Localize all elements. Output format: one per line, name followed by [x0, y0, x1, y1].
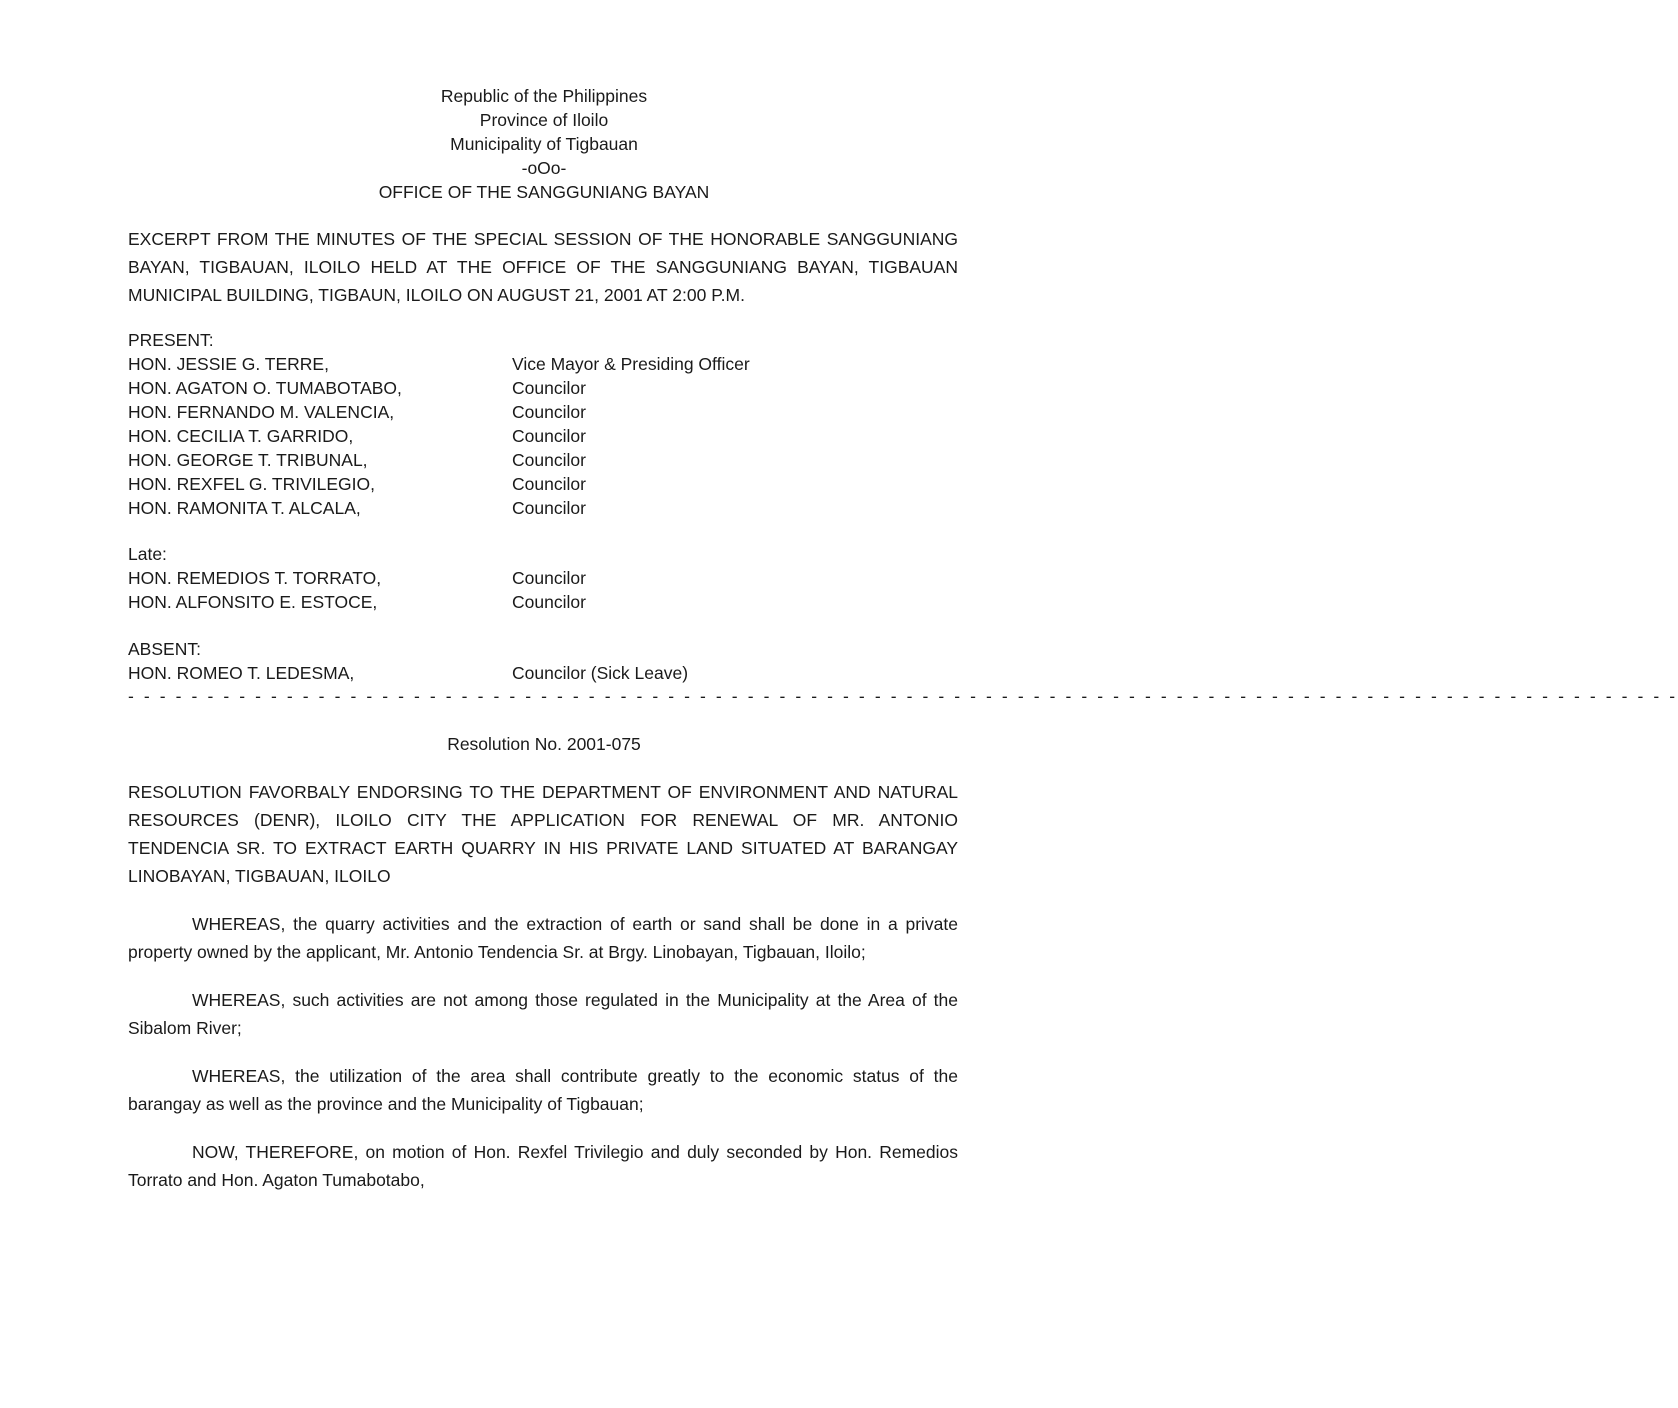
attendee-name: HON. REMEDIOS T. TORRATO,: [128, 568, 382, 588]
document-header: [0, 84, 1088, 204]
attendee-role: Councilor: [512, 592, 586, 612]
attendee-role: Councilor: [512, 378, 586, 398]
attendee-role: Councilor: [512, 402, 586, 422]
attendee-role: Councilor: [512, 426, 586, 446]
attendee-role: Councilor: [512, 474, 586, 494]
header-ornament: -oOo-: [521, 158, 567, 178]
present-label: PRESENT:: [128, 330, 214, 350]
attendee-row: [128, 448, 958, 472]
attendee-row: [128, 496, 958, 520]
attendee-name: HON. FERNANDO M. VALENCIA,: [128, 402, 395, 422]
attendee-row: [128, 472, 958, 496]
attendee-row: [128, 661, 958, 685]
attendee-role: Councilor: [512, 450, 586, 470]
header-office: OFFICE OF THE SANGGUNIANG BAYAN: [378, 182, 710, 202]
attendee-name: HON. ALFONSITO E. ESTOCE,: [128, 592, 378, 612]
section-divider: - - - - - - - - - - - - - - - - - - - - - - - - - - - - - - - - - - - - - - - - - - - - - - - - - - - - - - - - - - - - - - - - - - - - - - - - - - - - - - - - - - - - - - - - - - - - - - - - - -: [128, 686, 1678, 706]
attendance-present: [128, 328, 958, 520]
attendee-name: HON. AGATON O. TUMABOTABO,: [128, 378, 402, 398]
resolution-number: Resolution No. 2001-075: [447, 734, 641, 754]
attendee-row: [128, 566, 958, 590]
attendee-row: [128, 376, 958, 400]
attendee-row: [128, 590, 958, 614]
late-label: Late:: [128, 544, 167, 564]
attendee-role: Vice Mayor & Presiding Officer: [512, 354, 750, 374]
whereas-paragraph: WHEREAS, such activities are not among those regulated in the Municipality at the Area of the Sibalom River;: [128, 990, 958, 1038]
attendee-role: Councilor: [512, 568, 586, 588]
whereas-paragraph: WHEREAS, the quarry activities and the extraction of earth or sand shall be done in a private property owned by the applicant, Mr. Antonio Tendencia Sr. at Brgy. Linobayan, Tigbauan, Iloilo;: [128, 914, 958, 962]
attendee-name: HON. GEORGE T. TRIBUNAL,: [128, 450, 368, 470]
header-province: Province of Iloilo: [479, 110, 609, 130]
attendee-name: HON. JESSIE G. TERRE,: [128, 354, 329, 374]
attendee-row: [128, 352, 958, 376]
attendee-role: Councilor: [512, 498, 586, 518]
header-municipality: Municipality of Tigbauan: [450, 134, 638, 154]
header-republic: Republic of the Philippines: [440, 86, 648, 106]
attendance-absent: [128, 637, 958, 685]
attendee-name: HON. RAMONITA T. ALCALA,: [128, 498, 361, 518]
attendee-name: HON. ROMEO T. LEDESMA,: [128, 663, 355, 683]
attendee-role: Councilor (Sick Leave): [512, 663, 689, 683]
attendance-late: [128, 542, 958, 614]
resolved-paragraph: NOW, THEREFORE, on motion of Hon. Rexfel Trivilegio and duly seconded by Hon. Remedios Torrato and Hon. Agaton Tumabotabo,: [128, 1142, 958, 1190]
attendee-row: [128, 400, 958, 424]
attendee-name: HON. REXFEL G. TRIVILEGIO,: [128, 474, 375, 494]
whereas-paragraph: WHEREAS, the utilization of the area shall contribute greatly to the economic status of the barangay as well as the province and the Municipality of Tigbauan;: [128, 1066, 958, 1114]
attendee-row: [128, 424, 958, 448]
absent-label: ABSENT:: [128, 639, 201, 659]
minutes-excerpt: EXCERPT FROM THE MINUTES OF THE SPECIAL SESSION OF THE HONORABLE SANGGUNIANG BAYAN, TIGBAUAN, ILOILO HELD AT THE OFFICE OF THE SANGGUNIANG BAYAN, TIGBAUAN MUNICIPAL BUILDING, TIGBAUN, ILOILO ON AUGUST 21, 2001 AT 2:00 P.M.: [128, 229, 958, 305]
attendee-name: HON. CECILIA T. GARRIDO,: [128, 426, 354, 446]
resolution-title: RESOLUTION FAVORBALY ENDORSING TO THE DEPARTMENT OF ENVIRONMENT AND NATURAL RESOURCES (DENR), ILOILO CITY THE APPLICATION FOR RENEWAL OF MR. ANTONIO TENDENCIA SR. TO EXTRACT EARTH QUARRY IN HIS PRIVATE LAND SITUATED AT BARANGAY LINOBAYAN, TIGBAUAN, ILOILO: [128, 782, 958, 886]
